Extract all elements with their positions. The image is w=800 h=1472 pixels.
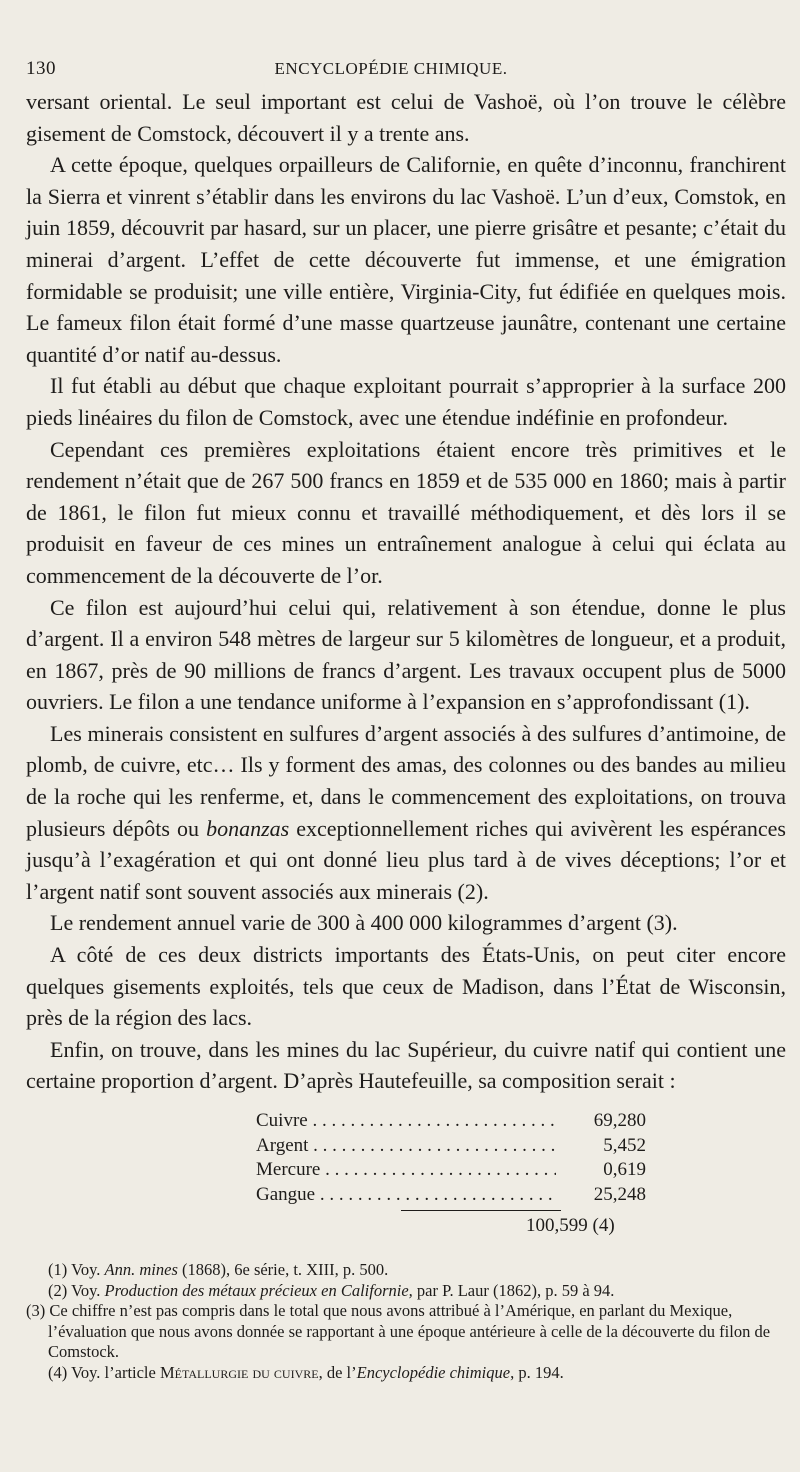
footnote-number: (1)	[48, 1260, 68, 1279]
footnote-text: Voy.	[71, 1280, 105, 1300]
composition-row	[256, 1134, 646, 1159]
footnote-number: (3)	[26, 1301, 46, 1320]
paragraph: A côté de ces deux districts importants des États-Unis, on peut citer encore quelques gisements exploités, tels que ceux de Madison, dans l’État de Wisconsin, près de la région des lacs.	[26, 942, 786, 1031]
paragraph: Cependant ces premières exploitations étaient encore très primitives et le rendement n’était que de 267 500 francs en 1859 et de 535 000 en 1860; mais à partir de 1861, le filon fut mieux connu et travaillé méthodiquement, et dès lors il se produisit en faveur de ces mines un entraînement analogue à celui qui éclata au commencement de la découverte de l’or.	[26, 436, 786, 588]
footnote-text: (1868), 6e série, t. XIII, p. 500.	[177, 1260, 389, 1279]
composition-row	[256, 1109, 646, 1134]
page-header	[26, 58, 786, 80]
footnote-smallcaps: Métallurgie du cuivre	[159, 1362, 319, 1382]
footnote	[26, 1301, 786, 1363]
element-value: 25,248	[593, 1183, 646, 1205]
paragraph-text: exceptionnellement riches qui avivèrent les espérances jusqu’à l’exagération et qui ont donné lieu plus tard à de vives déceptions; l’or et l’argent natif sont souvent associés aux minerais (2).	[26, 815, 786, 904]
paragraph: versant oriental. Le seul important est celui de Vashoë, où l’on trouve le célèbre gisement de Comstock, découvert il y a trente ans.	[26, 89, 786, 146]
total-rule	[401, 1210, 561, 1211]
footnotes	[26, 1260, 786, 1383]
element-name: Argent . . .	[256, 1134, 556, 1159]
footnote-number: (4)	[48, 1362, 68, 1382]
composition-row	[256, 1183, 646, 1208]
footnote-italic: Production des métaux précieux en Californie,	[104, 1280, 413, 1300]
footnote	[26, 1363, 786, 1384]
footnote-italic: Ann. mines	[104, 1260, 178, 1279]
element-name: Cuivre . . .	[256, 1109, 556, 1134]
element-value: 0,619	[603, 1159, 646, 1180]
composition-row	[256, 1158, 646, 1183]
footnote-text: par P. Laur (1862), p. 59 à 94.	[412, 1280, 615, 1300]
running-title: ENCYCLOPÉDIE CHIMIQUE.	[274, 59, 508, 78]
page-number: 130	[26, 58, 56, 79]
element-value: 5,452	[603, 1134, 646, 1156]
footnote-text: , de l’	[318, 1362, 357, 1382]
element-name: Gangue . . .	[256, 1183, 556, 1208]
body-text	[26, 86, 786, 1097]
paragraph	[26, 718, 786, 908]
paragraph: A cette époque, quelques orpailleurs de Californie, en quête d’inconnu, franchirent la Sierra et vinrent s’établir dans les environs du lac Vashoë. L’un d’eux, Comstok, en juin 1859, découvrit par hasard, sur un placer, une pierre grisâtre et pesante; c’était du minerai d’argent. L’effet de cette découverte fut immense, et une émigration formidable se produisit; une ville entière, Virginia-City, fut édifiée en quelques mois. Le fameux filon était formé d’une masse quartzeuse jaunâtre, contenant une certaine quantité d’or natif au-dessus.	[26, 152, 786, 367]
paragraph: Enfin, on trouve, dans les mines du lac Supérieur, du cuivre natif qui contient une certaine proportion d’argent. D’après Hautefeuille, sa composition serait :	[26, 1036, 786, 1094]
footnote-text: Voy. l’article	[71, 1362, 160, 1382]
paragraph: Il fut établi au début que chaque exploitant pourrait s’approprier à la surface 200 pieds linéaires du filon de Comstock, avec une étendue indéfinie en profondeur.	[26, 373, 786, 430]
footnote-number: (2)	[48, 1280, 68, 1300]
element-name: Mercure . . .	[256, 1158, 556, 1183]
element-value: 69,280	[593, 1110, 646, 1131]
footnote-italic: Encyclopédie chimique	[356, 1362, 511, 1382]
italic-term: bonanzas	[206, 815, 290, 841]
footnote-text: , p. 194.	[510, 1362, 564, 1382]
paragraph-text: Les minerais consistent en sulfures d’argent associés à des sulfures d’antimoine, de plomb, de cuivre, etc… Ils y forment des amas, des colonnes ou des bandes au milieu de la roche qui les renferme, et, dans le commencement des exploitations, on trouva plusieurs dépôts ou	[26, 720, 786, 841]
footnote-text: Voy.	[71, 1260, 105, 1279]
footnote-text: Ce chiffre n’est pas compris dans le total que nous avons attribué à l’Amérique, en parlant du Mexique, l’évaluation que nous avons donnée se rapportant à une époque antérieure à celle de la découverte du filon de Comstock.	[48, 1301, 771, 1361]
composition-total: 100,599 (4)	[526, 1215, 615, 1236]
footnote	[26, 1260, 786, 1281]
footnote	[26, 1281, 786, 1302]
composition-table	[256, 1109, 646, 1207]
paragraph: Ce filon est aujourd’hui celui qui, relativement à son étendue, donne le plus d’argent. Il a environ 548 mètres de largeur sur 5 kilomètres de longueur, et a produit, en 1867, près de 90 millions de francs d’argent. Les travaux occupent plus de 5000 ouvriers. Le filon a une tendance uniforme à l’expansion en s’approfondissant (1).	[26, 594, 786, 715]
paragraph: Le rendement annuel varie de 300 à 400 000 kilogrammes d’argent (3).	[50, 910, 678, 936]
